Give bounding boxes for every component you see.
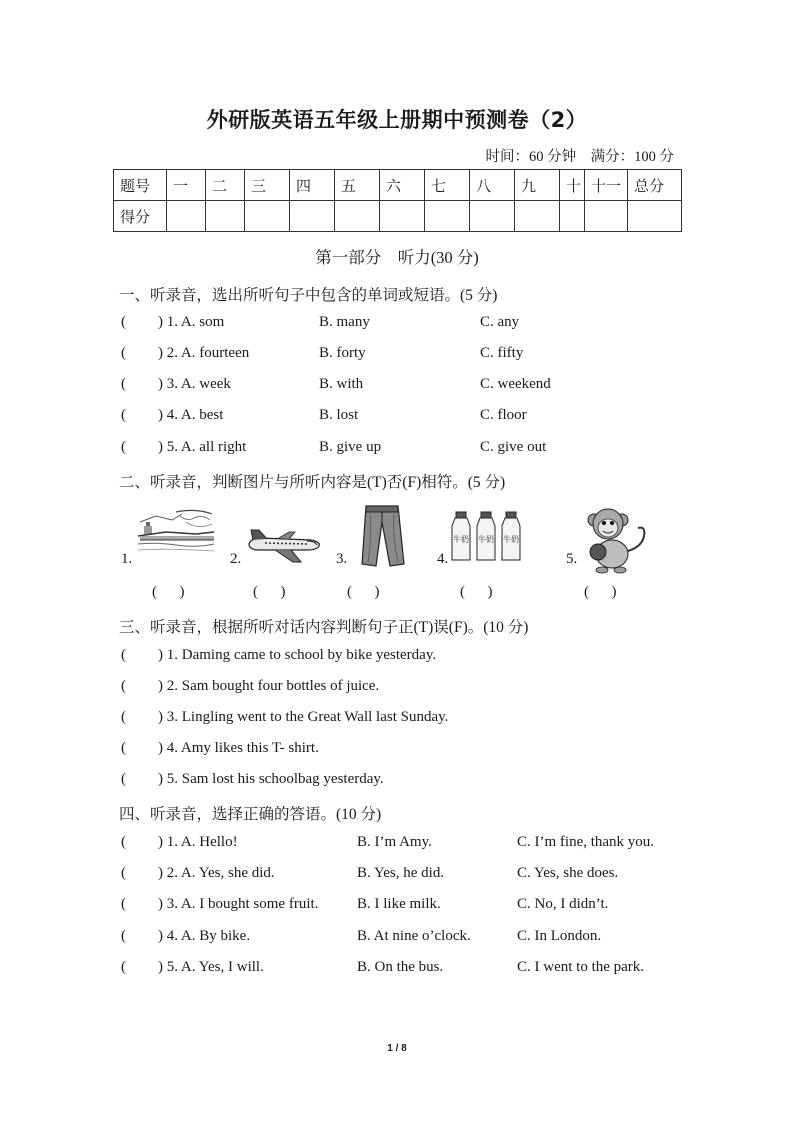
score-row-label: 得分 — [114, 201, 167, 232]
score-cell: 七 — [425, 170, 470, 201]
score-cell: 十一 — [585, 170, 628, 201]
score-input-cell[interactable] — [245, 201, 290, 232]
picture-number: 1. — [121, 551, 133, 567]
answer-paren[interactable]: ( — [121, 678, 126, 694]
answer-paren[interactable]: ( ) — [584, 584, 617, 600]
s4-item-1-option-a: ) 1. A. Hello! — [158, 834, 238, 850]
s1-item-2-option-a: ) 2. A. fourteen — [158, 345, 250, 361]
time-info: 时间：60 分钟 满分：100 分 — [485, 149, 674, 165]
s4-item-3-option-b: B. I like milk. — [357, 896, 441, 912]
answer-paren[interactable]: ( — [121, 928, 126, 944]
answer-paren[interactable]: ( — [121, 376, 126, 392]
score-input-cell[interactable] — [585, 201, 628, 232]
s4-item-5-option-a: ) 5. A. Yes, I will. — [158, 959, 264, 975]
s4-item-3-option-c: C. No, I didn’t. — [517, 896, 609, 912]
score-table — [113, 169, 682, 232]
score-cell: 五 — [335, 170, 380, 201]
s1-item-3-option-c: C. weekend — [480, 376, 551, 392]
trousers-icon — [352, 504, 412, 568]
section4-title: 四、听录音，选择正确的答语。(10 分) — [119, 806, 382, 823]
answer-paren[interactable]: ( — [121, 647, 126, 663]
picture-number: 3. — [336, 551, 348, 567]
s1-item-4-option-a: ) 4. A. best — [158, 407, 224, 423]
s3-statement-1: ) 1. Daming came to school by bike yesterday. — [158, 647, 437, 663]
s4-item-5-option-c: C. I went to the park. — [517, 959, 645, 975]
score-input-cell[interactable] — [335, 201, 380, 232]
s3-statement-5: ) 5. Sam lost his schoolbag yesterday. — [158, 771, 384, 787]
picture-number: 4. — [437, 551, 449, 567]
monkey-icon — [584, 502, 650, 574]
score-cell: 一 — [167, 170, 206, 201]
s1-item-3-option-a: ) 3. A. week — [158, 376, 231, 392]
section2-title: 二、听录音，判断图片与所听内容是(T)否(F)相符。(5 分) — [119, 474, 506, 491]
score-cell: 题号 — [114, 170, 167, 201]
answer-paren[interactable]: ( — [121, 345, 126, 361]
answer-paren[interactable]: ( ) — [347, 584, 380, 600]
part1-heading: 第一部分 听力(30 分) — [315, 248, 479, 267]
s4-item-1-option-c: C. I’m fine, thank you. — [517, 834, 655, 850]
score-cell: 二 — [206, 170, 245, 201]
bottle-label: 牛奶 — [503, 535, 519, 544]
s4-item-4-option-b: B. At nine o’clock. — [357, 928, 471, 944]
page-title: 外研版英语五年级上册期中预测卷（2） — [206, 108, 588, 132]
picture-number: 2. — [230, 551, 242, 567]
s3-statement-3: ) 3. Lingling went to the Great Wall last Sunday. — [158, 709, 449, 725]
bottle-label: 牛奶 — [478, 535, 494, 544]
score-table-score-row — [114, 201, 682, 232]
section3-title: 三、听录音，根据所听对话内容判断句子正(T)误(F)。(10 分) — [119, 619, 529, 636]
answer-paren[interactable]: ( — [121, 439, 126, 455]
s4-item-1-option-b: B. I’m Amy. — [357, 834, 432, 850]
s1-item-1-option-b: B. many — [319, 314, 370, 330]
answer-paren[interactable]: ( ) — [152, 584, 185, 600]
s1-item-2-option-b: B. forty — [319, 345, 366, 361]
s1-item-5-option-a: ) 5. A. all right — [158, 439, 247, 455]
answer-paren[interactable]: ( — [121, 834, 126, 850]
score-input-cell[interactable] — [628, 201, 682, 232]
answer-paren[interactable]: ( ) — [460, 584, 493, 600]
score-input-cell[interactable] — [206, 201, 245, 232]
score-input-cell[interactable] — [290, 201, 335, 232]
score-cell: 四 — [290, 170, 335, 201]
answer-paren[interactable]: ( — [121, 959, 126, 975]
answer-paren[interactable]: ( — [121, 407, 126, 423]
milk-bottles-icon — [448, 510, 528, 564]
s1-item-1-option-c: C. any — [480, 314, 520, 330]
s4-item-2-option-b: B. Yes, he did. — [357, 865, 445, 881]
s4-item-4-option-a: ) 4. A. By bike. — [158, 928, 251, 944]
s1-item-2-option-c: C. fifty — [480, 345, 524, 361]
s4-item-2-option-c: C. Yes, she does. — [517, 865, 619, 881]
s4-item-3-option-a: ) 3. A. I bought some fruit. — [158, 896, 319, 912]
answer-paren[interactable]: ( — [121, 896, 126, 912]
score-cell: 八 — [470, 170, 515, 201]
score-cell: 总分 — [628, 170, 682, 201]
s3-statement-2: ) 2. Sam bought four bottles of juice. — [158, 678, 380, 694]
picture-number: 5. — [566, 551, 578, 567]
score-input-cell[interactable] — [167, 201, 206, 232]
answer-paren[interactable]: ( — [121, 865, 126, 881]
s1-item-5-option-c: C. give out — [480, 439, 547, 455]
s1-item-4-option-b: B. lost — [319, 407, 359, 423]
answer-paren[interactable]: ( ) — [253, 584, 286, 600]
s3-statement-4: ) 4. Amy likes this T- shirt. — [158, 740, 319, 756]
score-input-cell[interactable] — [515, 201, 560, 232]
score-cell: 十 — [560, 170, 585, 201]
page-number: 1 / 8 — [387, 1043, 407, 1054]
score-input-cell[interactable] — [470, 201, 515, 232]
score-table-header-row — [114, 170, 682, 201]
answer-paren[interactable]: ( — [121, 314, 126, 330]
answer-paren[interactable]: ( — [121, 771, 126, 787]
answer-paren[interactable]: ( — [121, 740, 126, 756]
great-wall-landscape-icon — [136, 508, 216, 554]
score-cell: 三 — [245, 170, 290, 201]
score-cell: 六 — [380, 170, 425, 201]
s4-item-4-option-c: C. In London. — [517, 928, 602, 944]
s4-item-5-option-b: B. On the bus. — [357, 959, 444, 975]
s4-item-2-option-a: ) 2. A. Yes, she did. — [158, 865, 275, 881]
section1-title: 一、听录音，选出所听句子中包含的单词或短语。(5 分) — [119, 287, 498, 304]
s1-item-4-option-c: C. floor — [480, 407, 527, 423]
answer-paren[interactable]: ( — [121, 709, 126, 725]
score-input-cell[interactable] — [560, 201, 585, 232]
score-input-cell[interactable] — [380, 201, 425, 232]
airplane-icon — [245, 524, 323, 564]
s1-item-3-option-b: B. with — [319, 376, 364, 392]
s1-item-1-option-a: ) 1. A. som — [158, 314, 225, 330]
bottle-label: 牛奶 — [453, 535, 469, 544]
score-cell: 九 — [515, 170, 560, 201]
s1-item-5-option-b: B. give up — [319, 439, 382, 455]
score-input-cell[interactable] — [425, 201, 470, 232]
